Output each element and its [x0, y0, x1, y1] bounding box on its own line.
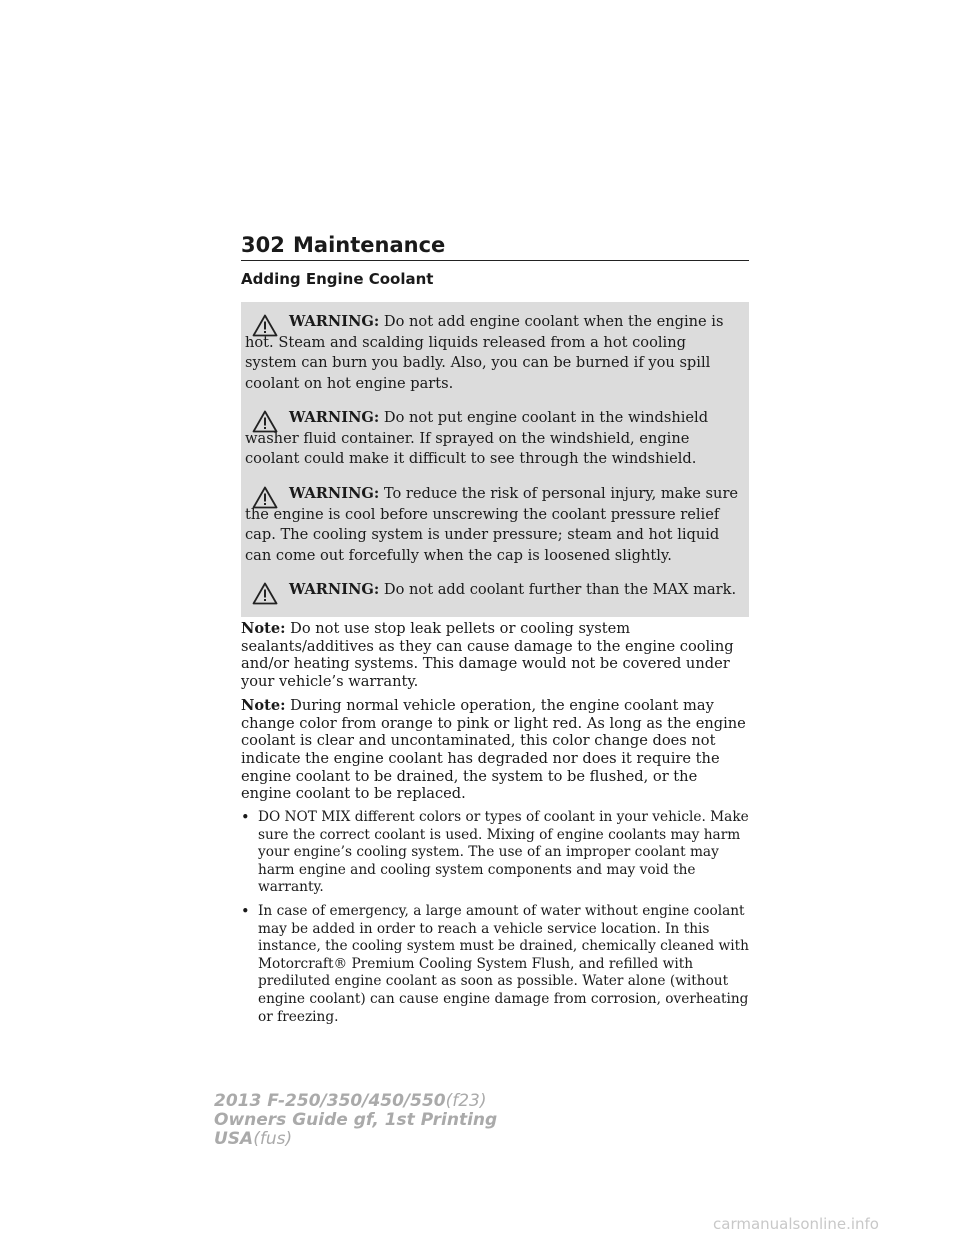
page-header	[241, 230, 749, 261]
warning-box	[241, 570, 749, 617]
warning-triangle-icon	[252, 582, 278, 605]
note-body: During normal vehicle operation, the engine coolant may change color from orange to pink or light red. As long as the engine coolant is clear and uncontaminated, this color change does not indicate the engine coolant has degraded nor does it require the engine coolant to be drained, the system to be flushed, or the engine coolant to be replaced.	[241, 696, 746, 803]
bullet-item	[241, 809, 751, 897]
note-body: Do not use stop leak pellets or cooling system sealants/additives as they can cause damage to the engine cooling and/or heating systems. This damage would not be covered under your vehicle’s warranty.	[241, 620, 734, 691]
page-number: 302	[241, 233, 285, 257]
body-text	[241, 620, 751, 1026]
warning-box	[241, 474, 749, 577]
subheading: Adding Engine Coolant	[241, 270, 434, 288]
footer-line	[214, 1111, 497, 1130]
warning-text	[245, 312, 739, 394]
bullet-item	[241, 903, 751, 1026]
warning-body: Do not add engine coolant when the engine is hot. Steam and scalding liquids released from a hot cooling system can burn you badly. Also, you can be burned if you spill coolant on hot engine parts.	[245, 313, 724, 392]
warning-body: Do not add coolant further than the MAX mark.	[383, 581, 737, 598]
note-label: Note:	[241, 696, 286, 714]
footer-line	[214, 1092, 497, 1111]
footer-code: (f23)	[445, 1091, 487, 1111]
watermark: carmanualsonline.info	[713, 1215, 879, 1233]
bullet-dot: •	[241, 809, 250, 827]
warning-label: WARNING:	[289, 485, 380, 502]
bullet-text: In case of emergency, a large amount of water without engine coolant may be added in order to reach a vehicle service location. In this instance, the cooling system must be drained, chemically cleaned with Motorcraft® Premium Cooling System Flush, and refilled with prediluted engine coolant as soon as possible. Water alone (without engine coolant) can cause engine damage from corrosion, overheating or freezing.	[258, 903, 749, 1025]
bullet-text: DO NOT MIX different colors or types of coolant in your vehicle. Make sure the correct coolant is used. Mixing of engine coolants may harm your engine’s cooling system. The use of an improper coolant may harm engine and cooling system components and may void the warranty.	[258, 809, 749, 896]
warning-body: To reduce the risk of personal injury, make sure the engine is cool before unscrewing the coolant pressure relief cap. The cooling system is under pressure; steam and hot liquid can come out forcefully when the cap is loosened slightly.	[245, 485, 739, 564]
footer-line	[214, 1130, 497, 1149]
section-title: Maintenance	[293, 233, 446, 257]
warning-label: WARNING:	[289, 581, 380, 598]
warning-text	[245, 408, 739, 470]
warning-body: Do not put engine coolant in the windshield washer fluid container. If sprayed on the windshield, engine coolant could make it difficult to see through the windshield.	[245, 409, 709, 467]
warning-box	[241, 398, 749, 481]
footer-region-code: (fus)	[253, 1129, 293, 1149]
note-paragraph	[241, 697, 751, 803]
bullet-dot: •	[241, 903, 250, 920]
warning-text	[245, 580, 739, 601]
note-paragraph	[241, 620, 751, 691]
footer-model: 2013 F-250/350/450/550	[214, 1091, 446, 1111]
note-label: Note:	[241, 620, 286, 637]
warning-triangle-icon	[252, 314, 278, 337]
footer	[214, 1092, 497, 1149]
warning-box	[241, 302, 749, 405]
warning-triangle-icon	[252, 486, 278, 509]
warning-triangle-icon	[252, 410, 278, 433]
warning-label: WARNING:	[289, 409, 380, 426]
warning-text	[245, 484, 739, 566]
warning-label: WARNING:	[289, 313, 380, 330]
footer-guide: Owners Guide gf, 1st Printing	[214, 1110, 498, 1130]
footer-region: USA	[214, 1129, 254, 1149]
